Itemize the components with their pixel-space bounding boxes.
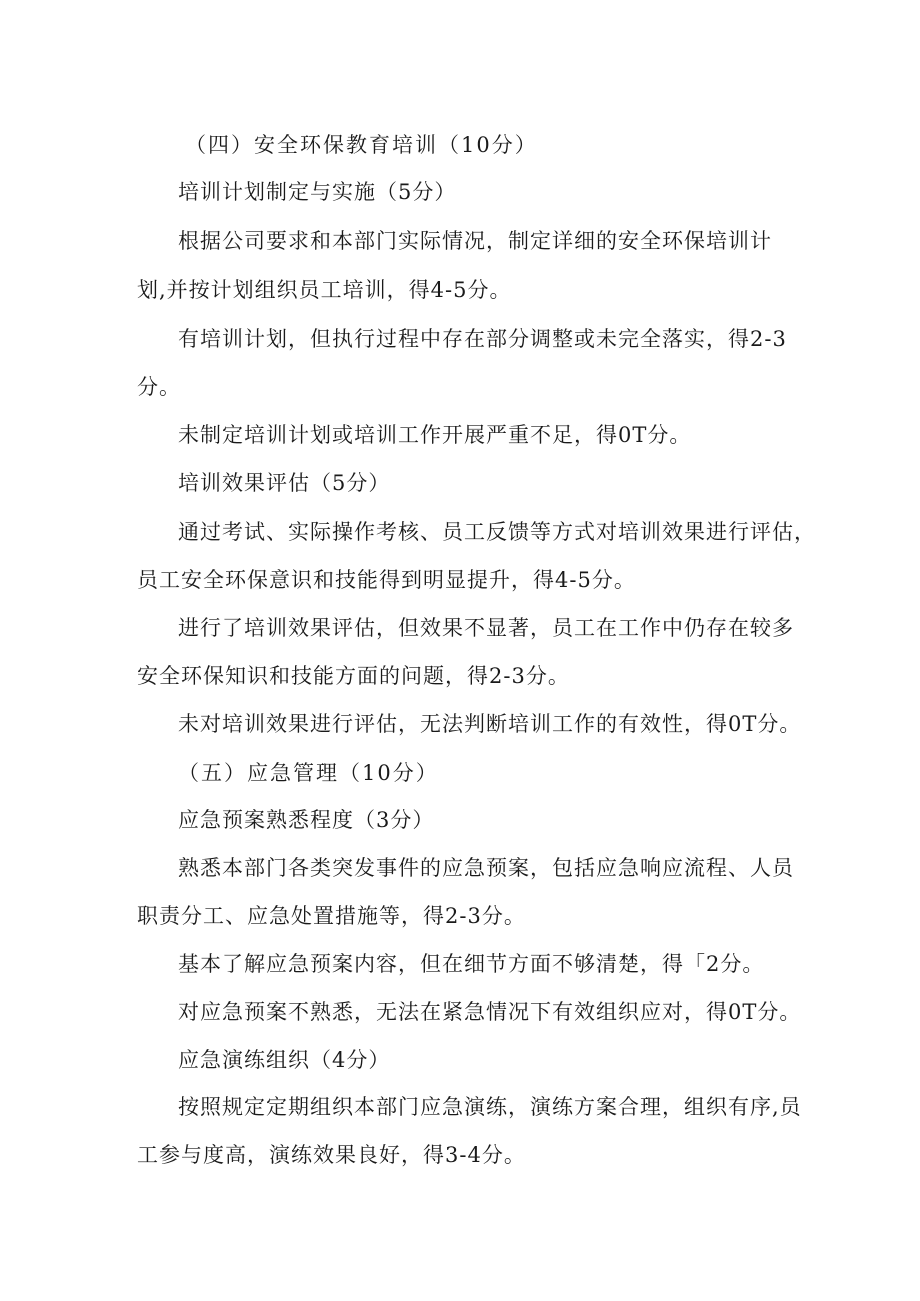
subsection-heading: 应急预案熟悉程度（3分） [178, 808, 435, 832]
section-heading-4: （四）安全环保教育培训（10分） [185, 133, 538, 157]
paragraph-line: 按照规定定期组织本部门应急演练，演练方案合理，组织有序,员 [178, 1095, 802, 1119]
subsection-heading: 培训计划制定与实施（5分） [178, 180, 457, 204]
section-heading-5: （五）应急管理（10分） [178, 761, 439, 785]
paragraph-line: 职责分工、应急处置措施等，得2-3分。 [137, 904, 526, 928]
subsection-heading: 培训效果评估（5分） [178, 471, 391, 495]
paragraph-line: 工参与度高，演练效果良好，得3-4分。 [137, 1143, 526, 1167]
paragraph-line: 进行了培训效果评估，但效果不显著，员工在工作中仍存在较多 [178, 616, 794, 640]
paragraph-line: 通过考试、实际操作考核、员工反馈等方式对培训效果进行评估， [178, 520, 816, 544]
subsection-heading: 应急演练组织（4分） [178, 1048, 391, 1072]
paragraph-line: 基本了解应急预案内容，但在细节方面不够清楚，得「2分。 [178, 952, 765, 976]
paragraph-line: 分。 [137, 375, 181, 399]
paragraph-line: 未制定培训计划或培训工作开展严重不足，得0T分。 [178, 423, 692, 447]
paragraph-line: 安全环保知识和技能方面的问题，得2-3分。 [137, 664, 570, 688]
paragraph-line: 未对培训效果进行评估，无法判断培训工作的有效性，得0T分。 [178, 712, 802, 736]
paragraph-line: 员工安全环保意识和技能得到明显提升，得4-5分。 [137, 568, 636, 592]
paragraph-line: 划,并按计划组织员工培训，得4-5分。 [137, 278, 512, 302]
paragraph-line: 熟悉本部门各类突发事件的应急预案，包括应急响应流程、人员 [178, 856, 794, 880]
paragraph-line: 对应急预案不熟悉，无法在紧急情况下有效组织应对，得0T分。 [178, 1000, 802, 1024]
paragraph-line: 有培训计划，但执行过程中存在部分调整或未完全落实，得2-3 [178, 327, 787, 351]
paragraph-line: 根据公司要求和本部门实际情况，制定详细的安全环保培训计 [178, 229, 772, 253]
